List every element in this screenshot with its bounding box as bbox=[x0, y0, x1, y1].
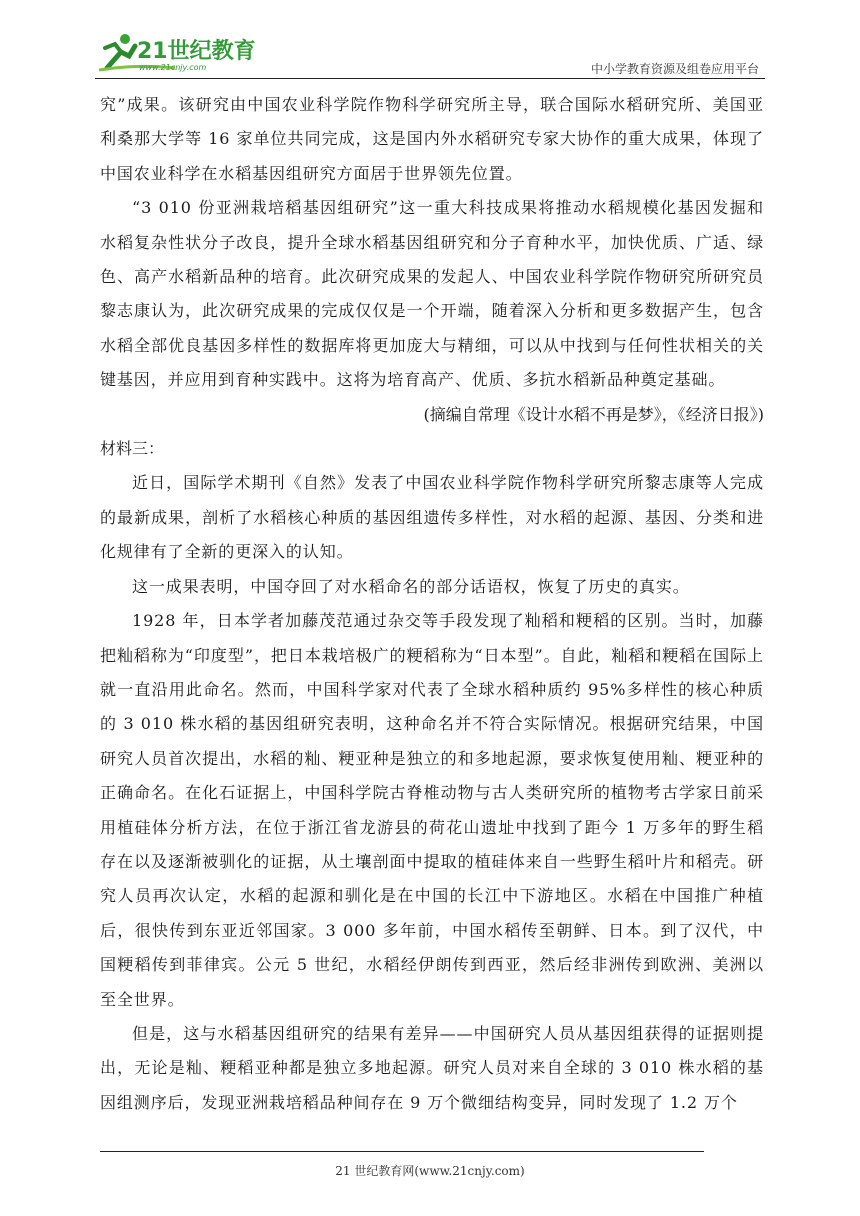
document-body bbox=[100, 88, 764, 1120]
paragraph: “3 010 份亚洲栽培稻基因组研究”这一重大科技成果将推动水稻规模化基因发掘和水稻复杂性状分子改良，提升全球水稻基因组研究和分子育种水平，加快优质、广适、绿色、高产水稻新品种的培育。此次研究成果的发起人、中国农业科学院作物研究所研究员黎志康认为，此次研究成果的完成仅仅是一个开端，随着深入分析和更多数据产生，包含水稻全部优良基因多样性的数据库将更加庞大与精细，可以从中找到与任何性状相关的关键基因，并应用到育种实践中。这将为培育高产、优质、多抗水稻新品种奠定基础。 bbox=[100, 198, 764, 390]
site-logo[interactable] bbox=[95, 30, 265, 74]
logo-url: www.21cnjy.com bbox=[139, 63, 207, 72]
citation: (摘编自常理《设计水稻不再是梦》，《经济日报》) bbox=[423, 404, 764, 424]
platform-name: 中小学教育资源及组卷应用平台 bbox=[590, 62, 759, 76]
page-footer: 21 世纪教育网(www.21cnjy.com) bbox=[335, 1164, 525, 1178]
footer-divider bbox=[100, 1151, 704, 1152]
logo-text: 21世纪教育 bbox=[137, 39, 256, 64]
paragraph: 但是，这与水稻基因组研究的结果有差异——中国研究人员从基因组获得的证据则提出，无论是籼、粳稻亚种都是独立多地起源。研究人员对来自全球的 3 010 株水稻的基因组测序后，发现亚洲栽培稻品种间存在 9 万个微细结构变异，同时发现了 1.2 万个 bbox=[100, 1023, 764, 1112]
page-header bbox=[95, 30, 765, 80]
paragraph: 究”成果。该研究由中国农业科学院作物科学研究所主导，联合国际水稻研究所、美国亚利桑那大学等 16 家单位共同完成，这是国内外水稻研究专家大协作的重大成果，体现了中国农业科学在水稻基因组研究方面居于世界领先位置。 bbox=[100, 95, 764, 183]
header-divider bbox=[95, 78, 765, 79]
paragraph: 这一成果表明，中国夺回了对水稻命名的部分话语权，恢复了历史的真实。 bbox=[132, 576, 690, 596]
paragraph: 1928 年，日本学者加藤茂范通过杂交等手段发现了籼稻和粳稻的区别。当时，加藤把籼稻称为“印度型”，把日本栽培极广的粳稻称为“日本型”。自此，籼稻和粳稻在国际上就一直沿用此命名。然而，中国科学家对代表了全球水稻种质约 95%多样性的核心种质的 3 010 株水稻的基因组研究表明，这种命名并不符合实际情况。根据研究结果，中国研究人员首次提出，水稻的籼、粳亚种是独立的和多地起源，要求恢复使用籼、粳亚种的正确命名。在化石证据上，中国科学院古脊椎动物与古人类研究所的植物考古学家日前采用植硅体分析方法，在位于浙江省龙游县的荷花山遗址中找到了距今 1 万多年的野生稻存在以及逐渐被驯化的证据，从土壤剖面中提取的植硅体来自一些野生稻叶片和稻壳。研究人员再次认定，水稻的起源和驯化是在中国的长江中下游地区。水稻在中国推广种植后，很快传到东亚近邻国家。3 000 多年前，中国水稻传至朝鲜、日本。到了汉代，中国粳稻传到菲律宾。公元 5 世纪，水稻经伊朗传到西亚，然后经非洲传到欧洲、美洲以至全世界。 bbox=[100, 611, 764, 1009]
section-heading: 材料三： bbox=[100, 439, 165, 459]
paragraph: 近日，国际学术期刊《自然》发表了中国农业科学院作物科学研究所黎志康等人完成的最新成果，剖析了水稻核心种质的基因组遗传多样性，对水稻的起源、基因、分类和进化规律有了全新的更深入的认知。 bbox=[100, 473, 764, 562]
runner-logo-icon bbox=[95, 30, 265, 74]
